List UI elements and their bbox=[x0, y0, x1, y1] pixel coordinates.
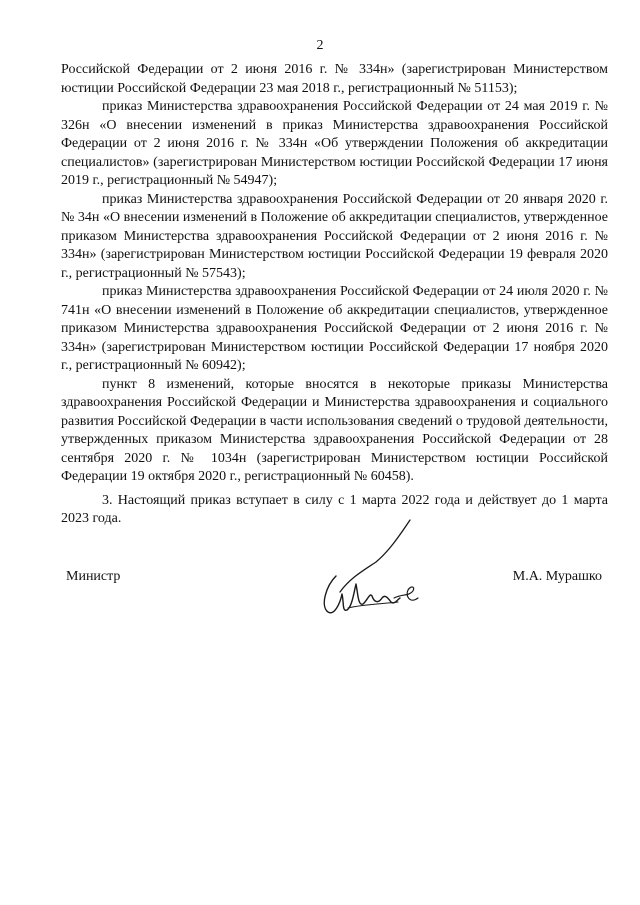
signature-stroke-upper bbox=[340, 520, 410, 592]
paragraph-order-741n: приказ Министерства здравоохранения Российской Федерации от 24 июля 2020 г. № 741н «О внесении изменений в Положение об аккредитации специалистов, утвержденное приказом Министерства здравоохранения Российской Федерации от 2 июня 2016 г. № 334н» (зарегистрирован Министерством юстиции Российской Федерации 17 ноября 2020 г., регистрационный № 60942); bbox=[61, 284, 608, 373]
signatory-name: М.А. Мурашко bbox=[512, 569, 602, 584]
paragraph-order-326n: приказ Министерства здравоохранения Российской Федерации от 24 мая 2019 г. № 326н «О внесении изменений в приказ Министерства здравоохранения Российской Федерации от 2 июня 2016 г. № 334н «Об утверждении Положения об аккредитации специалистов» (зарегистрирован Министерством юстиции Российской Федерации 17 июня 2019 г., регистрационный № 54947); bbox=[61, 99, 608, 188]
signature-stroke-cross bbox=[394, 587, 418, 600]
signature-stroke-main bbox=[324, 576, 400, 613]
handwritten-signature bbox=[312, 512, 432, 622]
signature-stroke-tail bbox=[348, 602, 398, 608]
paragraph-item-8: пункт 8 изменений, которые вносятся в некоторые приказы Министерства здравоохранения Российской Федерации и Министерства здравоохранения и социального развития Российской Федерации в части использования сведений о трудовой деятельности, утвержденных приказом Министерства здравоохранения Российской Федерации от 28 сентября 2020 г. № 1034н (зарегистрирован Министерством юстиции Российской Федерации 19 октября 2020 г., регистрационный № 60458). bbox=[61, 376, 608, 484]
paragraph-continuation: Российской Федерации от 2 июня 2016 г. № 334н» (зарегистрирован Министерством юстиции Российской Федерации 23 мая 2018 г., регистрационный № 51153); bbox=[61, 62, 608, 96]
page-number: 2 bbox=[316, 38, 324, 53]
paragraph-effective-date: 3. Настоящий приказ вступает в силу с 1 марта 2022 года и действует до 1 марта 2023 года. bbox=[61, 492, 608, 526]
document-body bbox=[61, 61, 608, 529]
paragraph-order-34n: приказ Министерства здравоохранения Российской Федерации от 20 января 2020 г. № 34н «О внесении изменений в Положение об аккредитации специалистов, утвержденное приказом Министерства здравоохранения Российской Федерации от 2 июня 2016 г. № 334н» (зарегистрирован Министерством юстиции Российской Федерации 19 февраля 2020 г., регистрационный № 57543); bbox=[61, 191, 608, 281]
signatory-title: Министр bbox=[66, 569, 121, 584]
